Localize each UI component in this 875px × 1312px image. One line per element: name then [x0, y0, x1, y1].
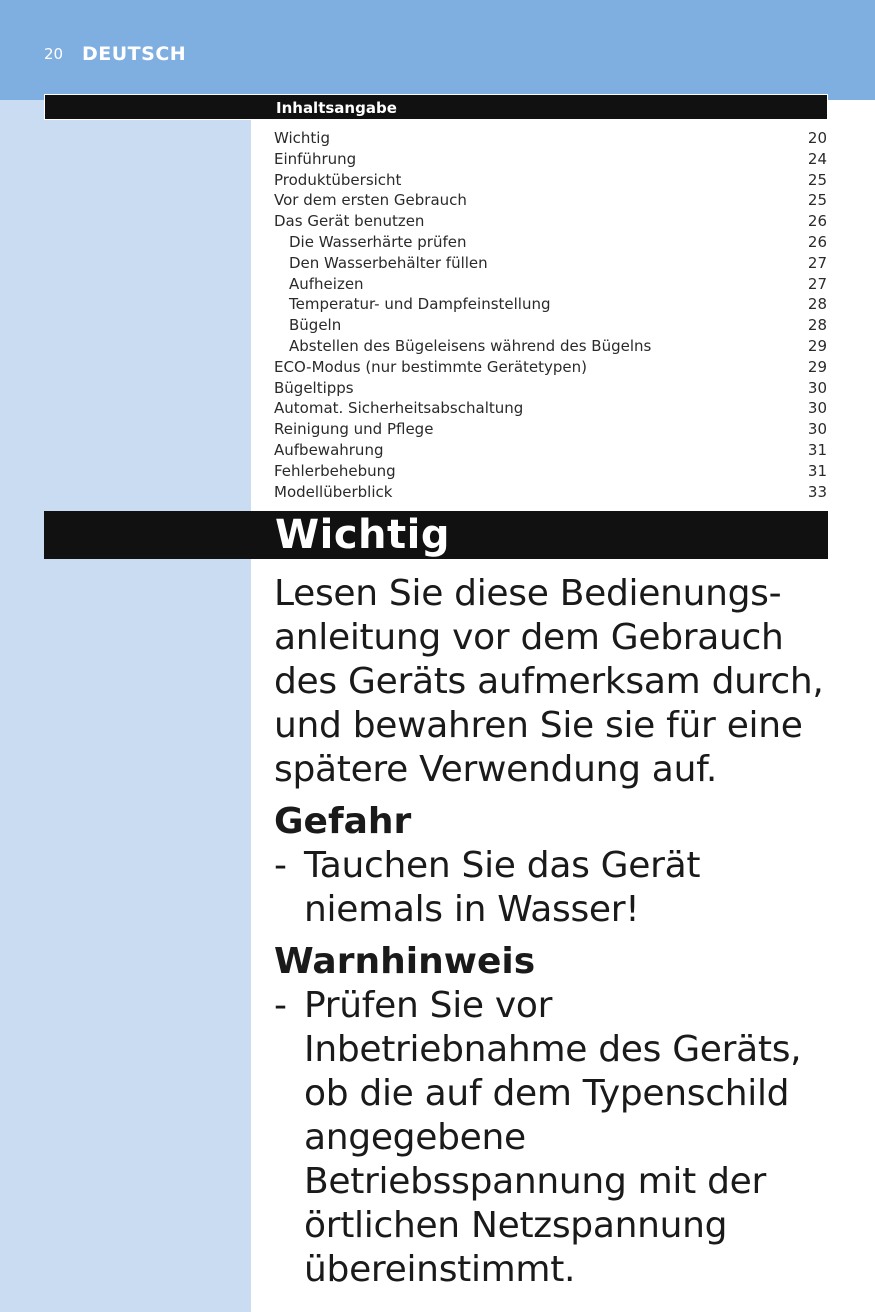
toc-entry-title: Aufbewahrung — [274, 440, 384, 459]
dash-bullet: - — [274, 985, 287, 1026]
toc-entry-page: 24 — [807, 149, 827, 168]
section-heading-bar — [44, 511, 828, 559]
danger-item — [274, 844, 834, 932]
toc-entry-page: 31 — [807, 440, 827, 459]
toc-entry-title: Wichtig — [274, 129, 330, 147]
toc-entry-title: Das Gerät benutzen — [274, 212, 425, 231]
toc-entry-page: 27 — [807, 274, 827, 293]
section-content — [274, 572, 834, 1292]
warning-list — [274, 984, 834, 1292]
toc-entry-page: 29 — [807, 336, 827, 355]
toc-entry[interactable] — [274, 398, 828, 419]
toc-entry-page: 25 — [807, 191, 827, 210]
toc-entry-page: 28 — [807, 295, 827, 314]
toc-entry-title: Modellüberblick — [274, 482, 393, 501]
toc-entry-page: 30 — [807, 378, 827, 397]
toc-entry[interactable] — [274, 170, 828, 191]
toc-entry-title: Die Wasserhärte prüfen — [289, 232, 467, 251]
toc-entry-title: Fehlerbehebung — [274, 461, 396, 480]
toc-entry[interactable] — [274, 211, 828, 232]
toc-entry-title: Bügeln — [289, 316, 342, 335]
toc-entry[interactable] — [274, 315, 828, 336]
toc-entry-page: 30 — [807, 420, 827, 439]
toc-heading-bar — [44, 94, 828, 120]
toc-entry[interactable] — [274, 149, 828, 170]
toc-entry[interactable] — [274, 128, 828, 149]
toc-entry[interactable] — [274, 274, 828, 295]
toc-entry-page: 26 — [807, 212, 827, 231]
toc-entry-title: Vor dem ersten Gebrauch — [274, 191, 467, 210]
toc-entry-title: Aufheizen — [289, 274, 364, 293]
toc-entry[interactable] — [274, 357, 828, 378]
toc-entry-page: 25 — [807, 170, 827, 189]
toc-entry-page: 29 — [807, 357, 827, 376]
toc-entry[interactable] — [274, 336, 828, 357]
toc-entry-title: Den Wasserbehälter füllen — [289, 253, 488, 272]
intro-paragraph: Lesen Sie diese Bedienungsanleitung vor dem Gebrauch des Geräts aufmerksam durch, und bewahren Sie sie für eine spätere Verwendung auf. — [274, 573, 824, 790]
toc-title: Inhaltsangabe — [276, 99, 397, 117]
toc-entry-page: 28 — [807, 316, 827, 335]
section-title: Wichtig — [275, 512, 450, 558]
dash-bullet: - — [274, 845, 287, 886]
toc-entry-page: 26 — [807, 232, 827, 251]
toc-entry-page: 20 — [807, 129, 827, 147]
toc-entry-title: Bügeltipps — [274, 378, 354, 397]
language-label: DEUTSCH — [82, 43, 187, 65]
toc-entry[interactable] — [274, 461, 828, 482]
toc-entry-title: Einführung — [274, 149, 357, 168]
toc-entry[interactable] — [274, 190, 828, 211]
toc-entry-page: 27 — [807, 253, 827, 272]
toc-entry[interactable] — [274, 419, 828, 440]
toc-entry-title: Reinigung und Pflege — [274, 420, 434, 439]
page-number: 20 — [44, 45, 64, 63]
toc-entry-page: 30 — [807, 399, 827, 418]
warning-item-text: Prüfen Sie vor Inbetriebnahme des Geräts, ob die auf dem Typenschild angegebene Betriebsspannung mit der örtlichen Netzspannung übereinstimmt. — [304, 985, 802, 1290]
toc-entry-title: Produktübersicht — [274, 170, 402, 189]
toc-entry-page: 33 — [807, 482, 827, 501]
toc-entry-page: 31 — [807, 461, 827, 480]
danger-item-text: Tauchen Sie das Gerät niemals in Wasser! — [304, 845, 701, 930]
warning-item — [274, 984, 834, 1292]
toc-entry[interactable] — [274, 253, 828, 274]
toc-entry-title: Automat. Sicherheitsabschaltung — [274, 399, 524, 418]
toc-entry[interactable] — [274, 232, 828, 253]
danger-list — [274, 844, 834, 932]
toc-entry-title: Temperatur- und Dampfeinstellung — [289, 295, 551, 314]
toc-list — [274, 128, 828, 502]
toc-entry[interactable] — [274, 294, 828, 315]
danger-heading: Gefahr — [274, 801, 412, 842]
toc-entry-title: ECO-Modus (nur bestimmte Gerätetypen) — [274, 357, 588, 376]
toc-entry[interactable] — [274, 378, 828, 399]
toc-entry[interactable] — [274, 440, 828, 461]
left-margin-band — [0, 100, 251, 1312]
warning-heading: Warnhinweis — [274, 941, 536, 982]
toc-entry-title: Abstellen des Bügeleisens während des Bügelns — [289, 336, 652, 355]
toc-entry[interactable] — [274, 482, 828, 503]
